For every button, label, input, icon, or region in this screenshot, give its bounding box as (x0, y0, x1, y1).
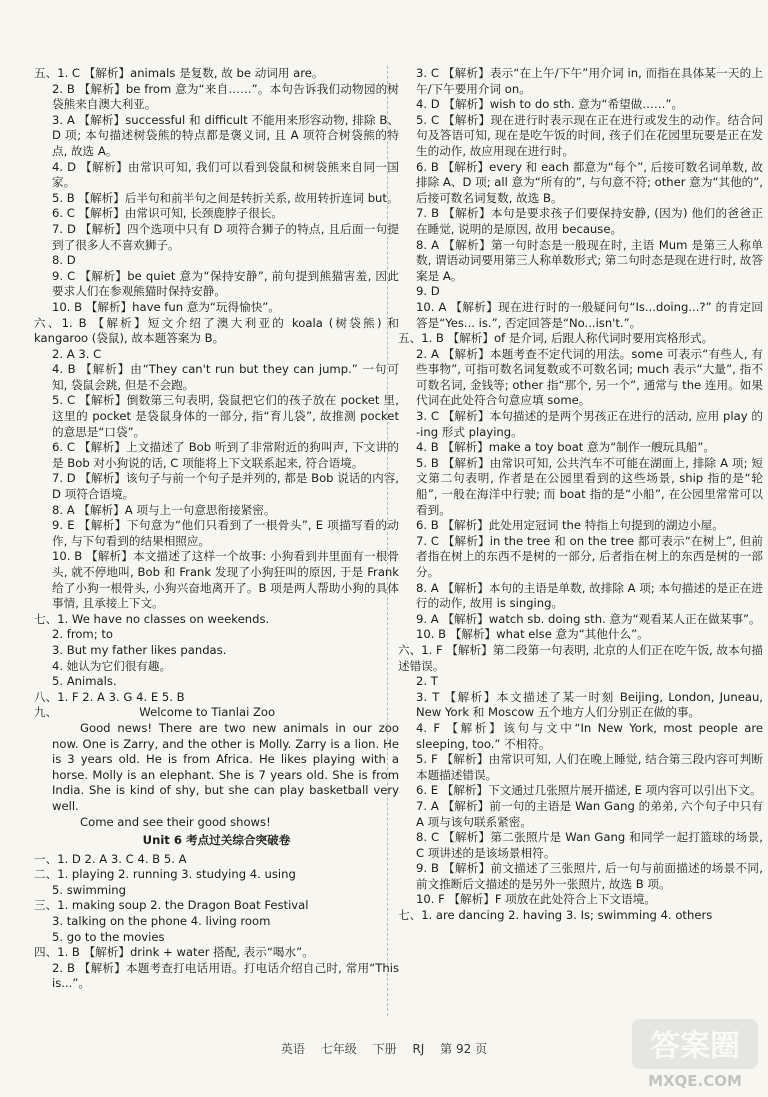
answer-item: 6. C 【解析】由常识可知, 长颈鹿脖子很长。 (52, 206, 283, 221)
answer-item: 3. But my father likes pandas. (52, 642, 227, 657)
answer-item: 2. A 【解析】本题考查不定代词的用法。some 可表示“有些人, 有些事物”, 可指可数名词复数或不可数名词; much 表示“大量”, 指不可数名词, 金钱等; other 指“那个, 另一个”, 通常与 the 连用。如果代词在此处符合句意应填 some。 (416, 346, 763, 408)
essay-paragraph: Come and see their good shows! (80, 814, 271, 829)
answer-item: 5. go to the movies (52, 929, 165, 944)
section-answer: 六、1. B 【解析】短文介绍了澳大利亚的 koala (树袋熊) 和 kangaroo (袋鼠), 故本题答案为 B。 (34, 315, 399, 346)
footer-edition: RJ (412, 1042, 425, 1056)
section-answer: 六、1. F 【解析】第二段第一句表明, 北京的人们正在吃午饭, 故本句描述错误。 (398, 642, 763, 673)
section-answer: 八、1. F 2. A 3. G 4. E 5. B (34, 689, 185, 704)
watermark-text: 答案圈 (650, 1029, 740, 1064)
answer-item: 2. B 【解析】本题考查打电话用语。打电话介绍自己时, 常用“This is...”。 (52, 960, 399, 991)
answer-item: 4. B 【解析】由“They can't run but they can jump.” 一句可知, 袋鼠会跳, 但是不会跑。 (52, 362, 399, 392)
answer-item: 3. A 【解析】successful 和 difficult 不能用来形容动物, 排除 B、D 项; 本句描述树袋熊的特点都是褒义词, 且 A 项符合树袋熊的特点, 故选 A。 (52, 112, 399, 158)
essay-heading (34, 705, 399, 721)
answer-item: 3. T 【解析】本文描述了某一时刻 Beijing, London, Juneau, New York 和 Moscow 五个地方人们分别正在做的事。 (416, 689, 763, 720)
answer-item: 8. A 【解析】本句的主语是单数, 故排除 A 项; 本句描述的是正在进行的动作, 故用 is singing。 (416, 580, 763, 611)
unit-title: Unit 6 考点过关综合突破卷 (142, 833, 291, 848)
answer-item: 10. F 【解析】F 项放在此处符合上下文语境。 (416, 892, 656, 907)
answer-item: 7. C 【解析】in the tree 和 on the tree 都可表示“在树上”, 但前者指在树上的东西不是树的一部分, 后者指在树上的东西是树的一部分。 (416, 533, 763, 579)
answer-item: 5. C 【解析】倒数第三句表明, 袋鼠把它们的孩子放在 pocket 里, 这里的 pocket 是袋鼠身体的一部分, 指“育儿袋”, 故推测 pocket 的意思是“口袋”。 (52, 393, 399, 439)
section-answer: 二、1. playing 2. running 3. studying 4. using (34, 867, 296, 882)
answer-item: 9. E 【解析】下句意为“他们只看到了一根骨头”, E 项描写看的动作, 与下句看到的结果相照应。 (52, 518, 399, 548)
answer-item: 3. talking on the phone 4. living room (52, 914, 271, 929)
answer-item: 5. B 【解析】后半句和前半句之间是转折关系, 故用转折连词 but。 (52, 190, 399, 205)
section-answer: 四、1. B 【解析】drink + water 搭配, 表示“喝水”。 (34, 945, 314, 960)
answer-item: 5. B 【解析】由常识可知, 公共汽车不可能在湖面上, 排除 A 项; 短文第二句表明, 作者是在公园里看到的这些场景, ship 指的是“轮船”, 一般在海洋中行驶; 而 boat 指的是“小船”, 在公园里常常可以看到。 (416, 455, 763, 517)
answer-item: 4. D 【解析】wish to do sth. 意为“希望做……”。 (416, 97, 684, 112)
answer-item: 2. from; to (52, 627, 113, 642)
answer-item: 5. Animals. (52, 674, 117, 689)
answer-item: 3. C 【解析】表示“在上午/下午”用介词 in, 而指在具体某一天的上午/下午要用介词 on。 (416, 66, 763, 96)
right-column (398, 66, 763, 924)
answer-item: 7. D 【解析】四个选项中只有 D 项符合狮子的特点, 且后面一句提到了很多人不喜欢狮子。 (52, 221, 399, 252)
answer-item: 10. B 【解析】本文描述了这样一个故事: 小狗看到井里面有一根骨头, 就不停地叫, Bob 和 Frank 发现了小狗狂叫的原因, 于是 Frank 给了小狗一根骨头, 小狗兴奋地离开了。B 项是两人帮助小狗的具体事情, 且承接上下文。 (52, 549, 399, 611)
answer-item: 3. C 【解析】本句描述的是两个男孩正在进行的活动, 应用 play 的 -ing 形式 playing。 (416, 409, 763, 439)
section-answer: 七、1. are dancing 2. having 3. Is; swimming 4. others (398, 908, 713, 923)
left-column (34, 66, 399, 992)
answer-item: 6. C 【解析】上文描述了 Bob 听到了非常附近的狗叫声, 下文讲的是 Bob 对小狗说的话, C 项能将上下文联系起来, 符合语境。 (52, 440, 399, 470)
footer-page-number: 第 92 页 (440, 1042, 488, 1056)
column-divider (387, 66, 388, 1016)
section-answer: 七、1. We have no classes on weekends. (34, 611, 270, 626)
section-answer: 一、1. D 2. A 3. C 4. B 5. A (34, 851, 187, 866)
answer-item: 9. C 【解析】be quiet 意为“保持安静”, 前句提到熊猫害羞, 因此要求人们在参观熊猫时保持安静。 (52, 268, 399, 299)
answer-item: 9. D (416, 284, 440, 299)
answer-item: 8. C 【解析】第二张照片是 Wan Gang 和同学一起打篮球的场景, C 项讲述的是该场景相符。 (416, 830, 763, 860)
answer-item: 7. B 【解析】本句是要求孩子们要保持安静, (因为) 他们的爸爸正在睡觉, 说明的是原因, 故用 because。 (416, 206, 763, 236)
answer-item: 9. A 【解析】watch sb. doing sth. 意为“观看某人正在做某事”。 (416, 611, 761, 626)
answer-item: 10. A 【解析】现在进行时的一般疑问句“Is...doing...?” 的肯定回答是“Yes... is.”, 否定回答是“No...isn't.”。 (416, 299, 763, 330)
essay-paragraph: Good news! There are two new animals in our zoo now. One is Zarry, and the other is Molly. Zarry is a lion. He is 3 years old. He is from Africa. He likes playing with a horse. Molly is an elephant. She is 7 years old. She is from India. She is kind of shy, but she can play basketball very well. (52, 720, 399, 813)
watermark-logo (630, 1015, 760, 1091)
answer-item: 5. F 【解析】由常识可知, 人们在晚上睡觉, 结合第三段内容可判断本题描述错误。 (416, 752, 763, 782)
answer-item: 4. B 【解析】make a toy boat 意为“制作一艘玩具船”。 (416, 440, 715, 455)
answer-item: 5. C 【解析】现在进行时表示现在正在进行或发生的动作。结合问句及答语可知, 现在是吃午饭的时间, 孩子们在花园里玩要是正在发生的动作, 故应用现在进行时。 (416, 112, 763, 158)
answer-item: 4. F 【解析】该句与文中“In New York, most people are sleeping, too.” 不相符。 (416, 720, 763, 751)
footer-term: 下册 (372, 1042, 397, 1056)
answer-item: 10. B 【解析】have fun 意为“玩得愉快”。 (52, 299, 280, 314)
section-answer: 三、1. making soup 2. the Dragon Boat Festival (34, 898, 309, 913)
answer-item: 10. B 【解析】what else 意为“其他什么”。 (416, 627, 649, 642)
watermark-url: MXQE.COM (648, 1072, 742, 1090)
answer-item: 2. A 3. C (52, 346, 102, 361)
answer-item: 8. D (52, 253, 76, 268)
answer-item: 6. E 【解析】下文通过几张照片展开描述, E 项内容可以引出下文。 (416, 783, 762, 798)
section-label: 九、 (34, 705, 58, 720)
answer-item: 6. B 【解析】every 和 each 都意为“每个”, 后接可数名词单数, 故排除 A、D 项; all 意为“所有的”, 与句意不符; other 意为“其他的”, 后接可数名词复数, 故选 B。 (416, 159, 763, 205)
answer-item: 9. B 【解析】前文描述了三张照片, 后一句与前面描述的场景不同, 前文推断后文描述的是另外一张照片, 故选 B 项。 (416, 861, 763, 891)
essay-title: Welcome to Tianlai Zoo (139, 705, 276, 720)
answer-item: 7. A 【解析】前一句的主语是 Wan Gang 的弟弟, 六个句子中只有 A 项与该句联系紧密。 (416, 798, 763, 829)
answer-item: 8. A 【解析】A 项与上一句意思衔接紧密。 (52, 502, 276, 517)
section-answer: 五、1. C 【解析】animals 是复数, 故 be 动词用 are。 (34, 66, 324, 80)
answer-item: 2. B 【解析】be from 意为“来自……”。本句告诉我们动物园的树袋熊来自澳大利亚。 (52, 81, 399, 112)
answer-item: 4. D 【解析】由常识可知, 我们可以看到袋鼠和树袋熊来自同一国家。 (52, 159, 399, 190)
section-answer: 五、1. B 【解析】of 是介词, 后跟人称代词时要用宾格形式。 (398, 331, 714, 346)
answer-item: 7. D 【解析】该句子与前一个句子是并列的, 都是 Bob 说话的内容, D 项符合语境。 (52, 471, 399, 502)
footer-grade: 七年级 (320, 1042, 357, 1056)
answer-item: 4. 她认为它们很有趣。 (52, 658, 172, 673)
answer-item: 8. A 【解析】第一句时态是一般现在时, 主语 Mum 是第三人称单数, 谓语动词要用第三人称单数形式; 第二句时态是现在进行时, 故答案是 A。 (416, 237, 763, 283)
answer-item: 6. B 【解析】此处用定冠词 the 特指上句提到的湖边小屋。 (416, 518, 724, 533)
answer-item: 5. swimming (52, 882, 127, 897)
answer-item: 2. T (416, 674, 438, 689)
footer-subject: 英语 (280, 1042, 305, 1056)
